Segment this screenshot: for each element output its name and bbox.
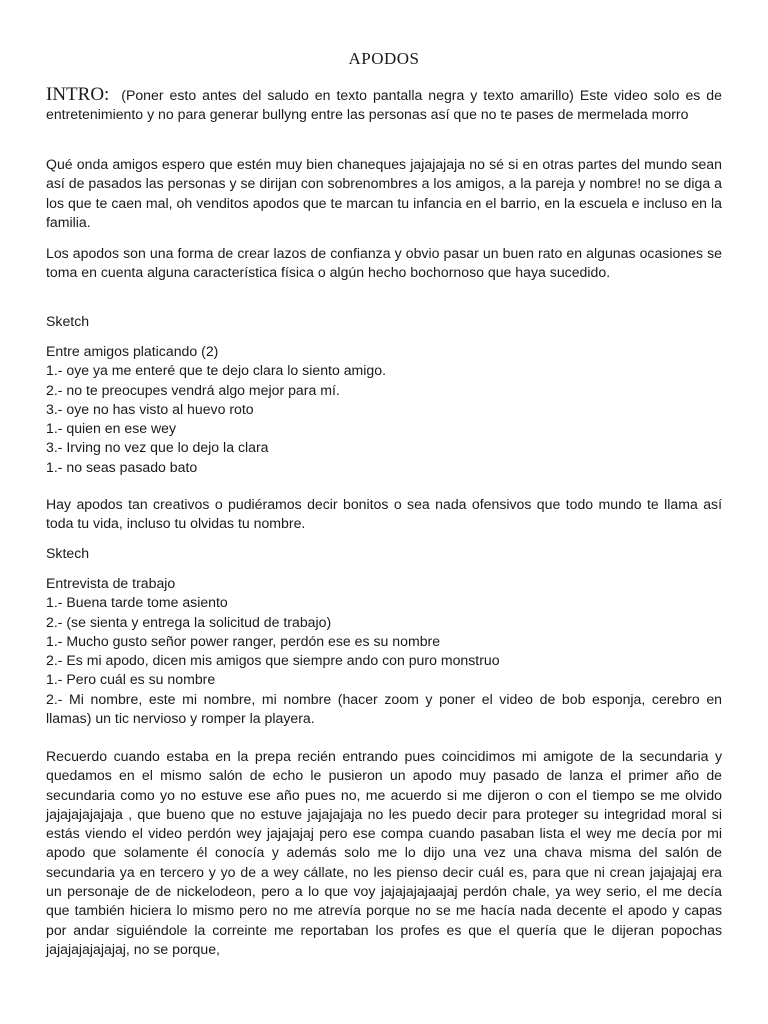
sketch2-subtitle: Entrevista de trabajo bbox=[46, 575, 176, 591]
paragraph-4: Recuerdo cuando estaba en la prepa recién entrando pues coincidimos mi amigote de la secundaria y quedamos en el mismo salón de echo le pusieron un apodo muy pasado de lanza el primer año de secundaria como yo no estuve ese año pues no, me acuerdo si me dijeron o con el tiempo se me olvido jajajajajajaja , que bueno que no estuve jajajajaja no les puedo decir para proteger su integridad moral si estás viendo el video perdón wey jajajajaj pero ese compa cuando pasaban lista el wey me decía por mi apodo que solamente él conocía y además solo me lo dijo una vez una chava misma del salón de secundaria ya en tercero y yo de a wey cállate, no les pienso decir cuál es, para que ni crean jajajajaj era un personaje de de nickelodeon, pero a lo que voy jajajajajaajaj perdón chale, ya wey serio, el me decía que también hiciera lo mismo pero no me atrevía porque no se me hacía nada decente el apodo y capas por andar siguiéndole la correinte me reportaban los profes es que el quería que le dijeran popochas jajajajajajajaj, no se porque, bbox=[46, 748, 722, 957]
dialogue-line-last: 2.- Mi nombre, este mi nombre, mi nombre (hacer zoom y poner el video de bob esponja, cerebro en llamas) un tic nervioso y romper la playera. bbox=[46, 690, 722, 727]
sketch1-heading: Sketch bbox=[46, 313, 90, 329]
sketch1-dialogue bbox=[46, 342, 722, 477]
dialogue-line: 2.- (se sienta y entrega la solicitud de trabajo) bbox=[46, 613, 332, 630]
dialogue-line: 1.- Pero cuál es su nombre bbox=[46, 671, 216, 688]
dialogue-line: 2.- no te preocupes vendrá algo mejor para mí. bbox=[46, 381, 340, 398]
intro-paragraph bbox=[46, 85, 722, 125]
document-title: APODOS bbox=[348, 49, 420, 68]
dialogue-line: 1.- no seas pasado bato bbox=[46, 458, 198, 475]
dialogue-line: 1.- Mucho gusto señor power ranger, perdón ese es su nombre bbox=[46, 632, 441, 649]
dialogue-line: 1.- oye ya me enteré que te dejo clara lo siento amigo. bbox=[46, 362, 387, 379]
sketch1-subtitle: Entre amigos platicando (2) bbox=[46, 343, 219, 359]
dialogue-line: 1.- Buena tarde tome asiento bbox=[46, 594, 228, 611]
intro-text: (Poner esto antes del saludo en texto pantalla negra y texto amarillo) Este video solo es de entretenimiento y no para generar bullyng entre las personas así que no te pases de mermelada morro bbox=[46, 87, 722, 123]
intro-label: INTRO: bbox=[46, 84, 110, 105]
paragraph-1: Qué onda amigos espero que estén muy bien chaneques jajajajaja no sé si en otras partes del mundo sean así de pasados las personas y se dirijan con sobrenombres a los amigos, a la pareja y nombre! no se diga a los que te caen mal, oh venditos apodos que te marcan tu infancia en el barrio, en la escuela e incluso en la familia. bbox=[46, 156, 722, 230]
dialogue-line: 1.- quien en ese wey bbox=[46, 420, 177, 437]
dialogue-line: 3.- oye no has visto al huevo roto bbox=[46, 400, 254, 417]
sketch2-dialogue bbox=[46, 574, 722, 728]
sketch2-heading: Sktech bbox=[46, 545, 90, 561]
paragraph-3: Hay apodos tan creativos o pudiéramos decir bonitos o sea nada ofensivos que todo mundo te llama así toda tu vida, incluso tu olvidas tu nombre. bbox=[46, 496, 722, 532]
dialogue-line: 2.- Es mi apodo, dicen mis amigos que siempre ando con puro monstruo bbox=[46, 652, 500, 669]
dialogue-line: 3.- Irving no vez que lo dejo la clara bbox=[46, 439, 269, 456]
paragraph-2: Los apodos son una forma de crear lazos de confianza y obvio pasar un buen rato en algunas ocasiones se toma en cuenta alguna característica física o algún hecho bochornoso que haya sucedido. bbox=[46, 245, 722, 281]
